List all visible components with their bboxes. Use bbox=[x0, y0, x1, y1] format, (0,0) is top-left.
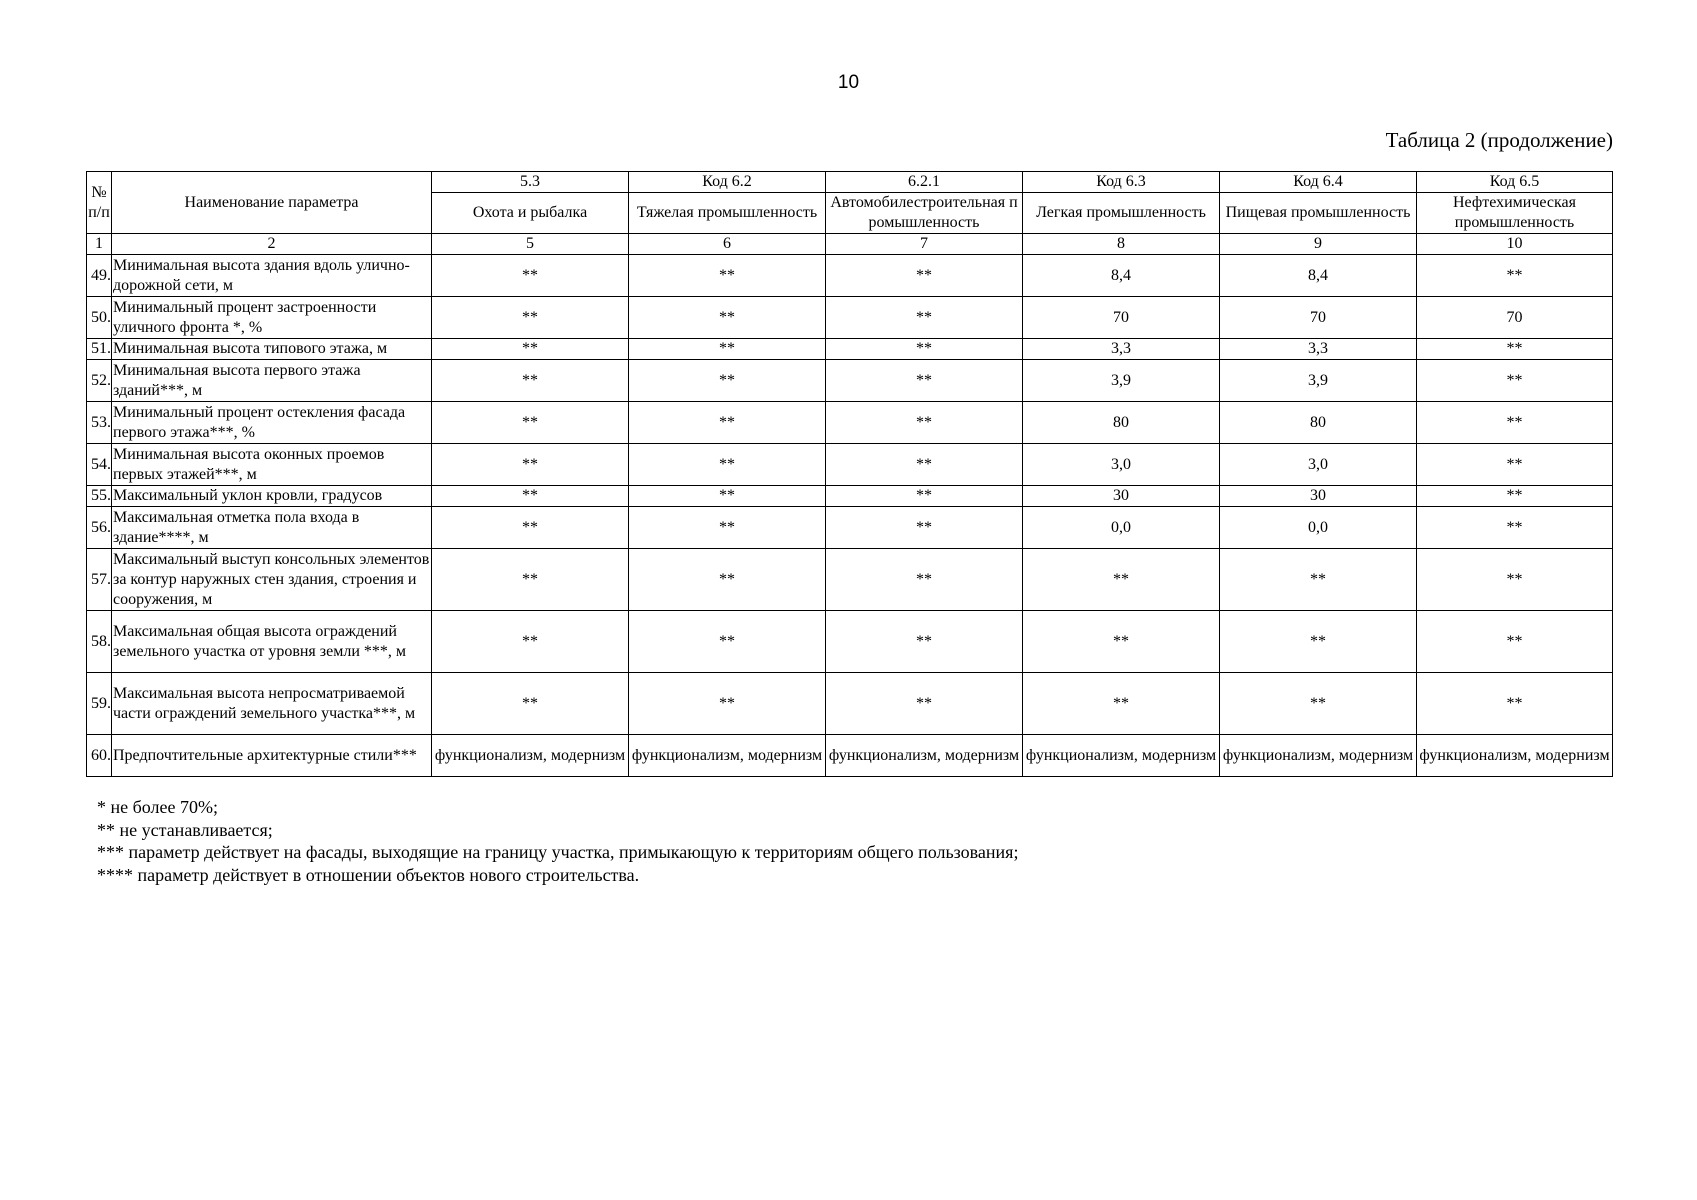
table-row bbox=[87, 402, 1613, 444]
table-row bbox=[87, 673, 1613, 735]
row-value: ** bbox=[629, 297, 826, 339]
row-value: ** bbox=[432, 339, 629, 360]
row-number: 49. bbox=[87, 255, 112, 297]
column-number: 10 bbox=[1417, 234, 1613, 255]
row-value: 0,0 bbox=[1220, 507, 1417, 549]
row-value: ** bbox=[432, 611, 629, 673]
column-number: 7 bbox=[826, 234, 1023, 255]
footnote: **** параметр действует в отношении объектов нового строительства. bbox=[97, 864, 640, 885]
header-title: Пищевая промышленность bbox=[1220, 193, 1417, 234]
row-value: 70 bbox=[1220, 297, 1417, 339]
row-value: ** bbox=[629, 611, 826, 673]
row-value: 70 bbox=[1417, 297, 1613, 339]
table-row bbox=[87, 255, 1613, 297]
row-value: ** bbox=[826, 673, 1023, 735]
row-value: 70 bbox=[1023, 297, 1220, 339]
column-number: 2 bbox=[112, 234, 432, 255]
parameters-table bbox=[86, 171, 1613, 777]
table-row bbox=[87, 507, 1613, 549]
row-value: 3,9 bbox=[1023, 360, 1220, 402]
row-number: 53. bbox=[87, 402, 112, 444]
row-number: 58. bbox=[87, 611, 112, 673]
header-row-codes bbox=[87, 172, 1613, 193]
row-value: ** bbox=[432, 507, 629, 549]
row-value: ** bbox=[629, 339, 826, 360]
row-value: ** bbox=[629, 549, 826, 611]
table-row bbox=[87, 549, 1613, 611]
table-caption: Таблица 2 (продолжение) bbox=[1385, 128, 1613, 152]
table-row bbox=[87, 735, 1613, 777]
row-number: 57. bbox=[87, 549, 112, 611]
footnote: *** параметр действует на фасады, выходящие на границу участка, примыкающую к территориям общего пользования; bbox=[97, 842, 1019, 862]
row-value: 30 bbox=[1220, 486, 1417, 507]
row-parameter-name: Минимальная высота оконных проемов первых этажей***, м bbox=[112, 444, 432, 486]
row-value: ** bbox=[629, 444, 826, 486]
header-title: Тяжелая промышленность bbox=[629, 193, 826, 234]
row-value: 80 bbox=[1220, 402, 1417, 444]
row-value: ** bbox=[826, 402, 1023, 444]
row-parameter-name: Максимальная высота непросматриваемой части ограждений земельного участка***, м bbox=[112, 673, 432, 735]
table-row bbox=[87, 611, 1613, 673]
row-number: 56. bbox=[87, 507, 112, 549]
row-value: ** bbox=[432, 360, 629, 402]
column-number: 1 bbox=[87, 234, 112, 255]
row-parameter-name: Максимальный уклон кровли, градусов bbox=[112, 486, 432, 507]
row-value: ** bbox=[432, 297, 629, 339]
row-value: ** bbox=[1220, 611, 1417, 673]
row-value: функционализм, модернизм bbox=[1417, 735, 1613, 777]
row-parameter-name: Максимальная общая высота ограждений земельного участка от уровня земли ***, м bbox=[112, 611, 432, 673]
row-value: функционализм, модернизм bbox=[1023, 735, 1220, 777]
row-value: ** bbox=[432, 402, 629, 444]
row-value: ** bbox=[1417, 486, 1613, 507]
header-code: 6.2.1 bbox=[826, 172, 1023, 193]
header-code: Код 6.2 bbox=[629, 172, 826, 193]
row-parameter-name: Минимальная высота здания вдоль улично-дорожной сети, м bbox=[112, 255, 432, 297]
row-value: ** bbox=[1023, 673, 1220, 735]
row-value: ** bbox=[1220, 673, 1417, 735]
row-value: 0,0 bbox=[1023, 507, 1220, 549]
row-value: ** bbox=[629, 507, 826, 549]
row-parameter-name: Минимальная высота типового этажа, м bbox=[112, 339, 432, 360]
header-title: Легкая промышленность bbox=[1023, 193, 1220, 234]
row-value: 8,4 bbox=[1023, 255, 1220, 297]
row-value: ** bbox=[629, 402, 826, 444]
row-number: 55. bbox=[87, 486, 112, 507]
table-row bbox=[87, 360, 1613, 402]
header-title: Нефтехимическая промышленность bbox=[1417, 193, 1613, 234]
row-value: ** bbox=[1417, 673, 1613, 735]
row-value: 3,0 bbox=[1023, 444, 1220, 486]
table-row bbox=[87, 339, 1613, 360]
row-value: функционализм, модернизм bbox=[826, 735, 1023, 777]
row-number: 59. bbox=[87, 673, 112, 735]
row-value: ** bbox=[629, 255, 826, 297]
row-value: ** bbox=[826, 549, 1023, 611]
row-number: 54. bbox=[87, 444, 112, 486]
row-value: ** bbox=[1023, 611, 1220, 673]
row-value: ** bbox=[826, 360, 1023, 402]
row-number: 50. bbox=[87, 297, 112, 339]
row-value: ** bbox=[826, 507, 1023, 549]
row-parameter-name: Максимальная отметка пола входа в здание****, м bbox=[112, 507, 432, 549]
row-value: ** bbox=[826, 486, 1023, 507]
row-value: ** bbox=[432, 549, 629, 611]
row-number: 51. bbox=[87, 339, 112, 360]
header-title: Автомобилестроительная промышленность bbox=[826, 193, 1023, 234]
row-value: ** bbox=[1417, 549, 1613, 611]
row-value: 30 bbox=[1023, 486, 1220, 507]
header-num: № п/п bbox=[87, 172, 112, 234]
row-value: 3,3 bbox=[1220, 339, 1417, 360]
table-row bbox=[87, 486, 1613, 507]
row-value: ** bbox=[826, 297, 1023, 339]
column-number: 8 bbox=[1023, 234, 1220, 255]
row-value: 3,9 bbox=[1220, 360, 1417, 402]
row-parameter-name: Минимальная высота первого этажа зданий***, м bbox=[112, 360, 432, 402]
header-code: Код 6.5 bbox=[1417, 172, 1613, 193]
row-value: функционализм, модернизм bbox=[432, 735, 629, 777]
row-value: 8,4 bbox=[1220, 255, 1417, 297]
row-value: ** bbox=[1417, 611, 1613, 673]
page-number: 10 bbox=[837, 72, 860, 93]
row-value: ** bbox=[432, 486, 629, 507]
footnote: * не более 70%; bbox=[97, 797, 218, 817]
row-value: 80 bbox=[1023, 402, 1220, 444]
header-code: Код 6.3 bbox=[1023, 172, 1220, 193]
row-value: ** bbox=[1220, 549, 1417, 611]
header-code: 5.3 bbox=[432, 172, 629, 193]
footnotes bbox=[97, 796, 1018, 886]
row-value: ** bbox=[1417, 507, 1613, 549]
row-value: ** bbox=[1417, 360, 1613, 402]
header-code: Код 6.4 bbox=[1220, 172, 1417, 193]
column-number: 9 bbox=[1220, 234, 1417, 255]
row-value: 3,0 bbox=[1220, 444, 1417, 486]
row-parameter-name: Минимальный процент застроенности уличного фронта *, % bbox=[112, 297, 432, 339]
row-value: ** bbox=[826, 611, 1023, 673]
row-value: функционализм, модернизм bbox=[629, 735, 826, 777]
row-value: ** bbox=[826, 339, 1023, 360]
row-value: функционализм, модернизм bbox=[1220, 735, 1417, 777]
column-number-row bbox=[87, 234, 1613, 255]
row-number: 60. bbox=[87, 735, 112, 777]
row-number: 52. bbox=[87, 360, 112, 402]
row-value: 3,3 bbox=[1023, 339, 1220, 360]
row-value: ** bbox=[432, 673, 629, 735]
footnote: ** не устанавливается; bbox=[97, 819, 273, 840]
header-name: Наименование параметра bbox=[112, 172, 432, 234]
row-value: ** bbox=[1417, 255, 1613, 297]
row-parameter-name: Минимальный процент остекления фасада первого этажа***, % bbox=[112, 402, 432, 444]
row-value: ** bbox=[826, 444, 1023, 486]
row-value: ** bbox=[1417, 402, 1613, 444]
row-value: ** bbox=[629, 360, 826, 402]
row-value: ** bbox=[1417, 339, 1613, 360]
row-value: ** bbox=[826, 255, 1023, 297]
column-number: 6 bbox=[629, 234, 826, 255]
row-value: ** bbox=[629, 486, 826, 507]
row-value: ** bbox=[432, 444, 629, 486]
header-title: Охота и рыбалка bbox=[432, 193, 629, 234]
column-number: 5 bbox=[432, 234, 629, 255]
row-value: ** bbox=[1023, 549, 1220, 611]
row-value: ** bbox=[432, 255, 629, 297]
row-parameter-name: Предпочтительные архитектурные стили*** bbox=[112, 735, 432, 777]
table-row bbox=[87, 444, 1613, 486]
row-value: ** bbox=[1417, 444, 1613, 486]
table-row bbox=[87, 297, 1613, 339]
row-parameter-name: Максимальный выступ консольных элементов за контур наружных стен здания, строения и сооружения, м bbox=[112, 549, 432, 611]
row-value: ** bbox=[629, 673, 826, 735]
